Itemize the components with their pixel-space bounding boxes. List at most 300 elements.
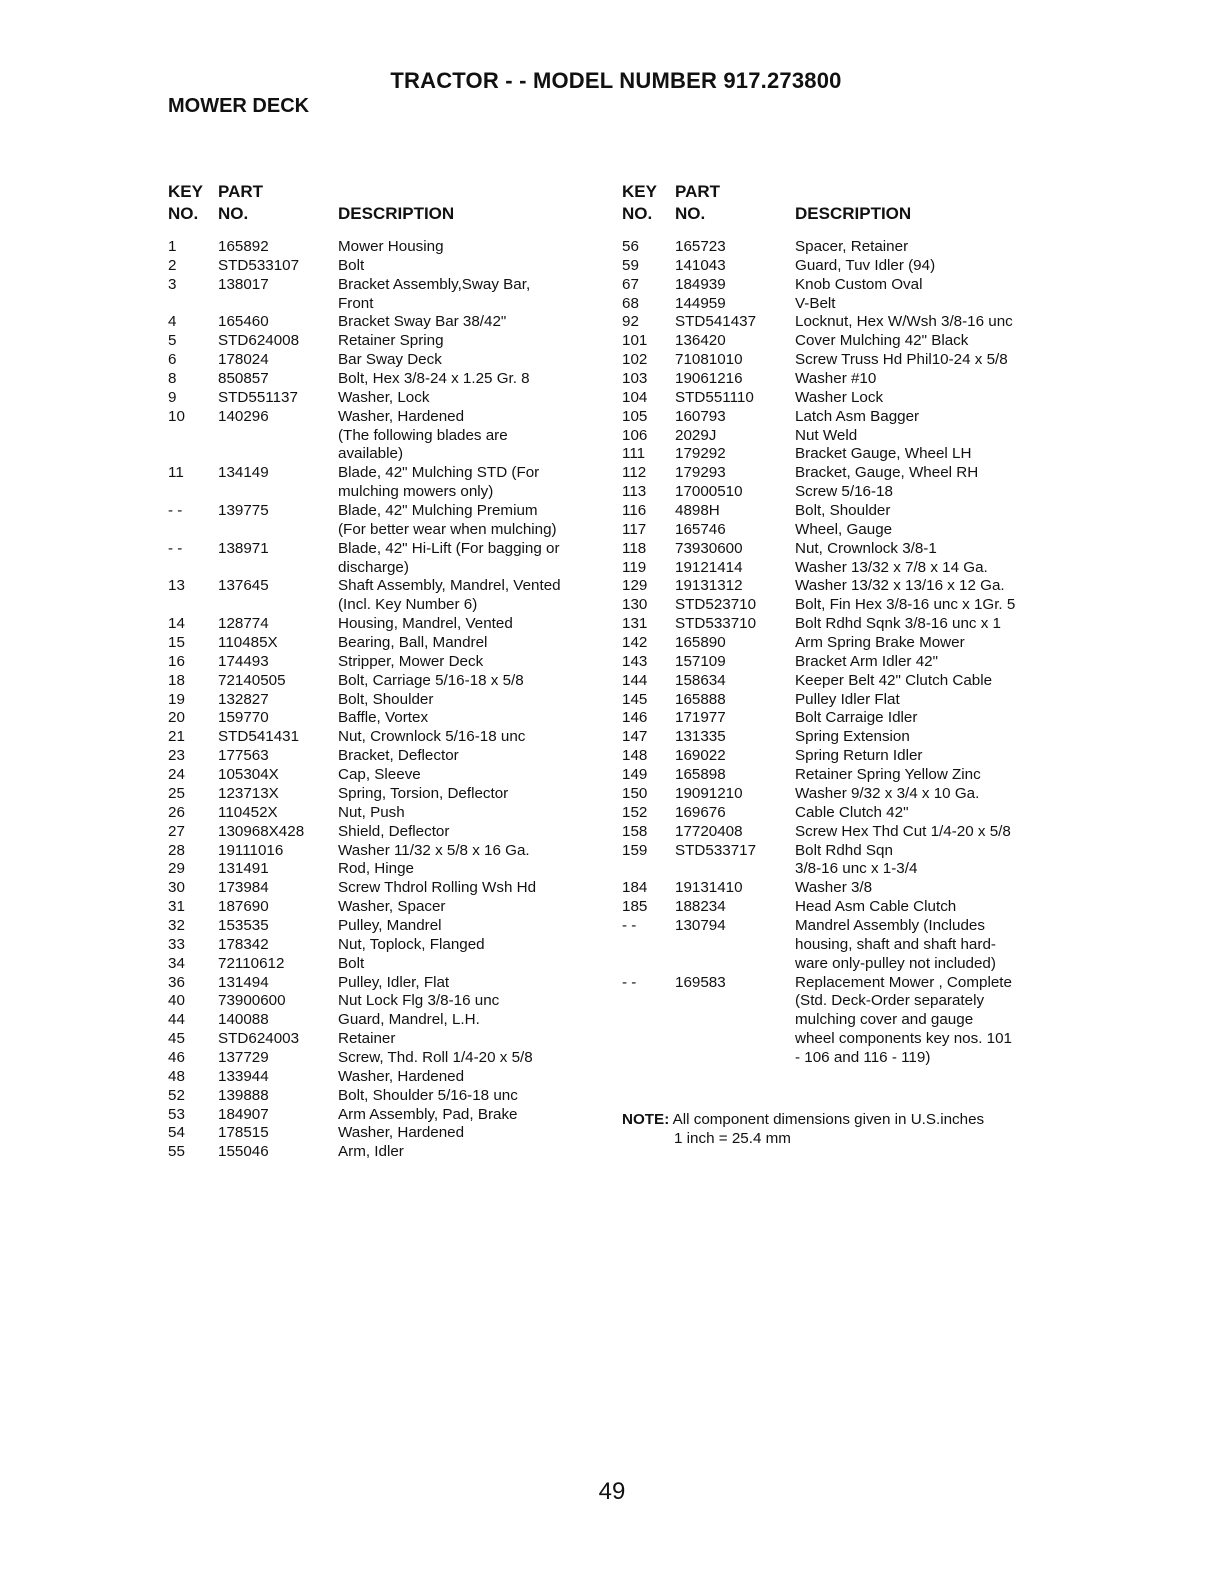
description: Bracket Gauge, Wheel LH <box>795 445 972 463</box>
part-no: 169583 <box>675 973 726 991</box>
description: discharge) <box>338 558 409 576</box>
part-no: 187690 <box>218 898 269 916</box>
description: Nut Lock Flg 3/8-16 unc <box>338 992 500 1010</box>
description: Rod, Hinge <box>338 860 414 878</box>
part-no: 139888 <box>218 1086 269 1104</box>
part-no: 140296 <box>218 407 269 425</box>
table-row <box>168 1143 608 1162</box>
part-no: 165890 <box>675 634 726 652</box>
part-no: STD523710 <box>675 596 757 614</box>
key-no: 159 <box>622 841 648 859</box>
key-no: 25 <box>168 784 185 802</box>
description: Screw, Thd. Roll 1/4-20 x 5/8 <box>338 1048 533 1066</box>
part-no: 130968X428 <box>218 822 305 840</box>
table-row <box>622 823 1062 842</box>
table-row <box>622 1030 1062 1049</box>
description: Guard, Tuv Idler (94) <box>795 256 936 274</box>
description: Pulley, Idler, Flat <box>338 973 450 991</box>
description: wheel components key nos. 101 <box>795 1030 1012 1048</box>
key-no: 112 <box>622 464 647 482</box>
table-row <box>622 502 1062 521</box>
key-no: 23 <box>168 747 185 765</box>
table-row <box>168 257 608 276</box>
parts-table-right <box>622 182 1062 1068</box>
description: 3/8-16 unc x 1-3/4 <box>795 860 918 878</box>
table-row <box>622 936 1062 955</box>
key-no: 119 <box>622 558 647 576</box>
description: Screw Truss Hd Phil10-24 x 5/8 <box>795 351 1008 369</box>
key-no: 11 <box>168 464 184 482</box>
description: Retainer <box>338 1030 396 1048</box>
table-row <box>622 540 1062 559</box>
description: (For better wear when mulching) <box>338 520 557 538</box>
description: Spring Return Idler <box>795 747 923 765</box>
description: Nut, Crownlock 5/16-18 unc <box>338 728 526 746</box>
description: Pulley Idler Flat <box>795 690 900 708</box>
description: Bolt, Shoulder <box>338 690 434 708</box>
description: Cover Mulching 42" Black <box>795 332 969 350</box>
part-no: 155046 <box>218 1143 269 1161</box>
table-row <box>168 1011 608 1030</box>
table-row <box>622 709 1062 728</box>
description: Head Asm Cable Clutch <box>795 898 957 916</box>
table-row <box>168 804 608 823</box>
part-no: 19131410 <box>675 879 743 897</box>
header-part: PART <box>675 182 721 201</box>
part-no: 171977 <box>675 709 726 727</box>
part-no: 110485X <box>218 634 278 652</box>
key-no: 130 <box>622 596 648 614</box>
part-no: 138971 <box>218 539 269 557</box>
part-no: 179292 <box>675 445 726 463</box>
table-row <box>168 691 608 710</box>
table-row <box>168 1087 608 1106</box>
description: Keeper Belt 42" Clutch Cable <box>795 671 993 689</box>
part-no: 130794 <box>675 916 726 934</box>
header-description: DESCRIPTION <box>338 204 455 223</box>
key-no: 29 <box>168 860 185 878</box>
table-row <box>168 596 608 615</box>
table-row <box>168 276 608 295</box>
part-no: 19061216 <box>675 370 743 388</box>
table-row <box>622 559 1062 578</box>
part-no: 144959 <box>675 294 726 312</box>
key-no: 149 <box>622 766 648 784</box>
description: Pulley, Mandrel <box>338 916 442 934</box>
key-no: 52 <box>168 1086 185 1104</box>
key-no: 144 <box>622 671 648 689</box>
part-no: 72110612 <box>218 954 285 972</box>
part-no: 131491 <box>218 860 269 878</box>
key-no: 152 <box>622 803 648 821</box>
table-row <box>622 766 1062 785</box>
table-row <box>168 1106 608 1125</box>
part-no: 17000510 <box>675 483 743 501</box>
table-row <box>622 445 1062 464</box>
description: Guard, Mandrel, L.H. <box>338 1011 480 1029</box>
part-no: STD551137 <box>218 388 298 406</box>
key-no: 5 <box>168 332 177 350</box>
table-row <box>168 653 608 672</box>
description: Nut Weld <box>795 426 858 444</box>
description: Baffle, Vortex <box>338 709 429 727</box>
description: Nut, Push <box>338 803 405 821</box>
table-row <box>168 898 608 917</box>
part-no: STD541437 <box>675 313 757 331</box>
key-no: - - <box>168 502 183 520</box>
table-row <box>168 502 608 521</box>
table-row <box>622 483 1062 502</box>
part-no: 169022 <box>675 747 726 765</box>
key-no: 31 <box>168 898 185 916</box>
description: - 106 and 116 - 119) <box>795 1048 931 1066</box>
description: Bolt Rdhd Sqnk 3/8-16 unc x 1 <box>795 615 1002 633</box>
key-no: 9 <box>168 388 177 406</box>
table-body <box>168 238 608 1162</box>
table-row <box>168 917 608 936</box>
description: Stripper, Mower Deck <box>338 652 484 670</box>
note-line2: 1 inch = 25.4 mm <box>674 1130 791 1147</box>
key-no: 142 <box>622 634 648 652</box>
part-no: STD624008 <box>218 332 300 350</box>
table-row <box>168 370 608 389</box>
table-row <box>622 332 1062 351</box>
table-row <box>168 427 608 446</box>
table-row <box>622 898 1062 917</box>
table-row <box>622 276 1062 295</box>
description: V-Belt <box>795 294 836 312</box>
header-key: KEY <box>622 182 657 201</box>
part-no: 184907 <box>218 1105 269 1123</box>
description: Washer 9/32 x 3/4 x 10 Ga. <box>795 784 980 802</box>
description: Bracket Assembly,Sway Bar, <box>338 275 531 293</box>
header-key-no: NO. <box>168 204 199 223</box>
description: Arm Assembly, Pad, Brake <box>338 1105 518 1123</box>
table-row <box>168 992 608 1011</box>
key-no: 185 <box>622 898 648 916</box>
key-no: 34 <box>168 954 185 972</box>
table-header <box>622 182 1062 238</box>
part-no: 157109 <box>675 652 726 670</box>
part-no: 158634 <box>675 671 726 689</box>
description: Washer, Lock <box>338 388 430 406</box>
description: Bolt <box>338 954 365 972</box>
key-no: - - <box>622 973 637 991</box>
table-row <box>168 1068 608 1087</box>
description: housing, shaft and shaft hard- <box>795 935 996 953</box>
key-no: 36 <box>168 973 185 991</box>
table-row <box>622 238 1062 257</box>
key-no: 54 <box>168 1124 185 1142</box>
key-no: 44 <box>168 1011 185 1029</box>
key-no: 67 <box>622 275 639 293</box>
part-no: 131335 <box>675 728 726 746</box>
description: Shield, Deflector <box>338 822 450 840</box>
table-row <box>622 1011 1062 1030</box>
part-no: 179293 <box>675 464 726 482</box>
key-no: 68 <box>622 294 639 312</box>
key-no: 19 <box>168 690 185 708</box>
description: Washer 3/8 <box>795 879 873 897</box>
part-no: 73900600 <box>218 992 286 1010</box>
description: (The following blades are <box>338 426 508 444</box>
description: (Std. Deck-Order separately <box>795 992 985 1010</box>
note-line1: All component dimensions given in U.S.inches <box>669 1111 985 1128</box>
table-row <box>168 785 608 804</box>
key-no: 104 <box>622 388 648 406</box>
table-row <box>168 295 608 314</box>
table-row <box>168 577 608 596</box>
key-no: 55 <box>168 1143 185 1161</box>
description: Nut, Toplock, Flanged <box>338 935 485 953</box>
key-no: 116 <box>622 502 647 520</box>
description: Replacement Mower , Complete <box>795 973 1012 991</box>
table-row <box>622 992 1062 1011</box>
description: Bracket Sway Bar 38/42" <box>338 313 507 331</box>
part-no: 128774 <box>218 615 269 633</box>
note-label: NOTE: <box>622 1111 670 1128</box>
part-no: 134149 <box>218 464 269 482</box>
table-row <box>622 974 1062 993</box>
key-no: 27 <box>168 822 185 840</box>
header-description: DESCRIPTION <box>795 204 912 223</box>
part-no: 137645 <box>218 577 269 595</box>
table-row <box>168 238 608 257</box>
description: Latch Asm Bagger <box>795 407 920 425</box>
part-no: 141043 <box>675 256 726 274</box>
key-no: 111 <box>622 445 646 463</box>
key-no: 146 <box>622 709 648 727</box>
table-row <box>168 1030 608 1049</box>
key-no: 147 <box>622 728 648 746</box>
key-no: 45 <box>168 1030 185 1048</box>
description: mulching cover and gauge <box>795 1011 974 1029</box>
description: Bracket, Deflector <box>338 747 459 765</box>
description: Housing, Mandrel, Vented <box>338 615 513 633</box>
header-key-no: NO. <box>622 204 653 223</box>
table-row <box>622 860 1062 879</box>
part-no: 165888 <box>675 690 726 708</box>
description: Mower Housing <box>338 238 444 255</box>
table-row <box>168 728 608 747</box>
table-body <box>622 238 1062 1068</box>
part-no: 110452X <box>218 803 278 821</box>
key-no: 4 <box>168 313 177 331</box>
part-no: 165746 <box>675 520 726 538</box>
key-no: 2 <box>168 256 177 274</box>
description: Screw 5/16-18 <box>795 483 893 501</box>
description: Washer 11/32 x 5/8 x 16 Ga. <box>338 841 530 859</box>
description: Retainer Spring <box>338 332 444 350</box>
note <box>622 1110 984 1148</box>
part-no: 19091210 <box>675 784 743 802</box>
key-no: 26 <box>168 803 185 821</box>
table-row <box>622 370 1062 389</box>
table-row <box>168 709 608 728</box>
key-no: - - <box>622 916 637 934</box>
key-no: 30 <box>168 879 185 897</box>
section-title: MOWER DECK <box>168 95 310 117</box>
table-row <box>168 1124 608 1143</box>
part-no: 19131312 <box>675 577 743 595</box>
part-no: 19121414 <box>675 558 743 576</box>
part-no: 177563 <box>218 747 269 765</box>
part-no: 138017 <box>218 275 269 293</box>
key-no: 150 <box>622 784 648 802</box>
part-no: 19111016 <box>218 841 284 859</box>
key-no: 3 <box>168 275 177 293</box>
key-no: 1 <box>168 238 177 255</box>
key-no: 46 <box>168 1048 185 1066</box>
part-no: 160793 <box>675 407 726 425</box>
key-no: 8 <box>168 370 177 388</box>
table-row <box>622 728 1062 747</box>
description: Washer, Spacer <box>338 898 446 916</box>
key-no: 101 <box>622 332 648 350</box>
part-no: 131494 <box>218 973 269 991</box>
description: Bolt, Carriage 5/16-18 x 5/8 <box>338 671 524 689</box>
key-no: - - <box>168 539 183 557</box>
part-no: STD533710 <box>675 615 757 633</box>
header-part: PART <box>218 182 264 201</box>
description: Washer, Hardened <box>338 1067 465 1085</box>
table-row <box>622 427 1062 446</box>
key-no: 14 <box>168 615 185 633</box>
description: (Incl. Key Number 6) <box>338 596 478 614</box>
table-row <box>168 313 608 332</box>
part-no: STD533107 <box>218 256 300 274</box>
key-no: 56 <box>622 238 639 255</box>
part-no: 188234 <box>675 898 726 916</box>
description: Bolt, Hex 3/8-24 x 1.25 Gr. 8 <box>338 370 530 388</box>
key-no: 145 <box>622 690 648 708</box>
table-header <box>168 182 608 238</box>
description: Washer, Hardened <box>338 407 465 425</box>
description: Blade, 42" Hi-Lift (For bagging or <box>338 539 560 557</box>
description: Shaft Assembly, Mandrel, Vented <box>338 577 561 595</box>
table-row <box>622 464 1062 483</box>
key-no: 32 <box>168 916 185 934</box>
key-no: 103 <box>622 370 648 388</box>
table-row <box>168 974 608 993</box>
description: Bolt, Shoulder <box>795 502 891 520</box>
part-no: 165723 <box>675 238 726 255</box>
table-row <box>168 389 608 408</box>
key-no: 143 <box>622 652 648 670</box>
table-row <box>622 804 1062 823</box>
table-row <box>168 879 608 898</box>
table-row <box>622 634 1062 653</box>
description: Bracket Arm Idler 42" <box>795 652 938 670</box>
description: Blade, 42" Mulching Premium <box>338 502 538 520</box>
key-no: 24 <box>168 766 185 784</box>
table-row <box>622 351 1062 370</box>
key-no: 18 <box>168 671 185 689</box>
table-row <box>168 766 608 785</box>
description: Bolt Carraige Idler <box>795 709 918 727</box>
description: Front <box>338 294 374 312</box>
description: Washer #10 <box>795 370 877 388</box>
table-row <box>622 1049 1062 1068</box>
table-row <box>168 634 608 653</box>
table-row <box>168 332 608 351</box>
table-row <box>168 936 608 955</box>
part-no: 174493 <box>218 652 269 670</box>
description: Blade, 42" Mulching STD (For <box>338 464 540 482</box>
description: Spring, Torsion, Deflector <box>338 784 509 802</box>
table-row <box>168 615 608 634</box>
table-row <box>622 615 1062 634</box>
part-no: 17720408 <box>675 822 743 840</box>
table-row <box>168 483 608 502</box>
key-no: 117 <box>622 520 647 538</box>
part-no: 184939 <box>675 275 726 293</box>
key-no: 33 <box>168 935 185 953</box>
description: Bolt, Fin Hex 3/8-16 unc x 1Gr. 5 <box>795 596 1016 614</box>
table-row <box>168 540 608 559</box>
key-no: 16 <box>168 652 185 670</box>
key-no: 102 <box>622 351 648 369</box>
key-no: 158 <box>622 822 648 840</box>
description: Bolt Rdhd Sqn <box>795 841 893 859</box>
part-no: 123713X <box>218 784 279 802</box>
table-row <box>622 842 1062 861</box>
key-no: 113 <box>622 483 647 501</box>
description: mulching mowers only) <box>338 483 494 501</box>
table-row <box>168 860 608 879</box>
description: Arm Spring Brake Mower <box>795 634 965 652</box>
description: Bar Sway Deck <box>338 351 442 369</box>
table-row <box>622 691 1062 710</box>
description: Washer Lock <box>795 388 884 406</box>
part-no: 173984 <box>218 879 269 897</box>
table-row <box>168 1049 608 1068</box>
page-title: TRACTOR - - MODEL NUMBER 917.273800 <box>390 68 842 93</box>
table-row <box>168 672 608 691</box>
key-no: 48 <box>168 1067 185 1085</box>
header-part-no: NO. <box>675 204 706 223</box>
key-no: 28 <box>168 841 185 859</box>
key-no: 20 <box>168 709 185 727</box>
part-no: 850857 <box>218 370 269 388</box>
part-no: STD541431 <box>218 728 300 746</box>
part-no: 4898H <box>675 502 720 520</box>
key-no: 92 <box>622 313 639 331</box>
key-no: 105 <box>622 407 648 425</box>
key-no: 129 <box>622 577 648 595</box>
header-key: KEY <box>168 182 203 201</box>
part-no: 71081010 <box>675 351 743 369</box>
page-number: 49 <box>598 1478 626 1505</box>
key-no: 15 <box>168 634 185 652</box>
key-no: 13 <box>168 577 185 595</box>
part-no: 105304X <box>218 766 279 784</box>
table-row <box>168 842 608 861</box>
table-row <box>168 559 608 578</box>
part-no: STD533717 <box>675 841 757 859</box>
part-no: 133944 <box>218 1067 269 1085</box>
key-no: 106 <box>622 426 648 444</box>
description: Arm, Idler <box>338 1143 404 1161</box>
description: available) <box>338 445 404 463</box>
description: Washer 13/32 x 13/16 x 12 Ga. <box>795 577 1005 595</box>
table-row <box>168 464 608 483</box>
table-row <box>168 747 608 766</box>
description: ware only-pulley not included) <box>795 954 996 972</box>
part-no: 132827 <box>218 690 269 708</box>
key-no: 21 <box>168 728 185 746</box>
table-row <box>622 408 1062 427</box>
